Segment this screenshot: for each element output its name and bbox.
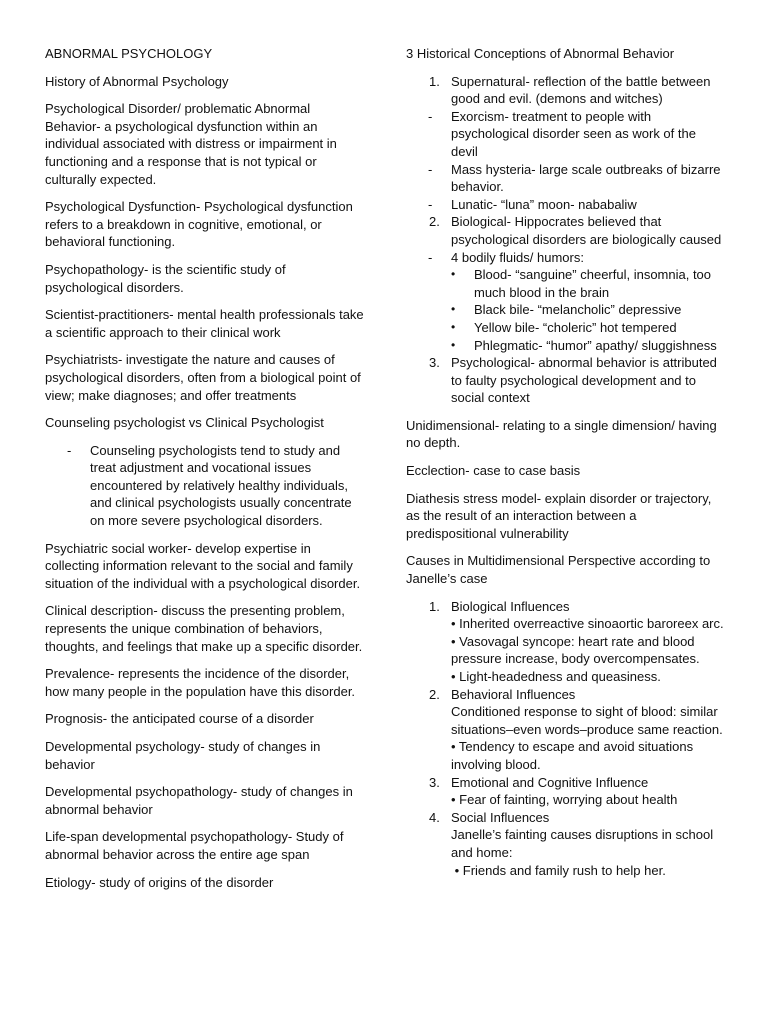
- item-lunatic: Lunatic- “luna” moon- nababaliw: [451, 196, 637, 212]
- paragraph-prognosis: Prognosis- the anticipated course of a disorder: [45, 711, 314, 727]
- emotional-influence-title: Emotional and Cognitive Influence: [451, 774, 649, 790]
- paragraph-psychopathology: Psychopathology- is the scientific study of psychological disorders.: [45, 261, 286, 295]
- behavioral-influences-title: Behavioral Influences: [451, 686, 576, 702]
- paragraph-causes-heading: Causes in Multidimensional Perspective according to Janelle’s case: [406, 553, 711, 587]
- paragraph-etiology: Etiology- study of origins of the disorder: [45, 874, 274, 890]
- paragraph-prevalence: Prevalence- represents the incidence of the disorder, how many people in the population have this disorder.: [45, 666, 356, 699]
- item-yellow-bile: Yellow bile- “choleric” hot tempered: [474, 319, 677, 335]
- behavioral-influence-1: Conditioned response to sight of blood: similar situations–even words–produce same reaction.: [451, 704, 723, 737]
- social-influence-1: Janelle’s fainting causes disruptions in school and home:: [451, 827, 714, 860]
- item-biological: Biological- Hippocrates believed that psychological disorders are biologically caused: [451, 214, 722, 247]
- list-item: [406, 213, 724, 248]
- biological-influence-2: • Vasovagal syncope: heart rate and blood pressure increase, body overcompensates.: [451, 633, 700, 667]
- number-marker: 1.: [429, 73, 440, 89]
- dash-marker: -: [428, 161, 433, 177]
- list-item: [406, 598, 724, 686]
- biological-influence-1: • Inherited overreactive sinoaortic baroreex arc.: [451, 616, 724, 632]
- list-item: [406, 774, 724, 809]
- bullet-marker: •: [451, 337, 456, 352]
- dash-marker: -: [428, 249, 433, 265]
- list-item: [406, 108, 724, 161]
- social-influences-title: Social Influences: [451, 809, 550, 825]
- counseling-bullet-list: [45, 442, 365, 530]
- list-item: [406, 301, 724, 319]
- list-item: [406, 161, 724, 196]
- paragraph-diathesis-stress: Diathesis stress model- explain disorder or trajectory, as the result of an interaction between a predispositional vulnerability: [406, 490, 712, 541]
- bullet-marker: •: [451, 302, 456, 317]
- list-item: [406, 686, 724, 774]
- behavioral-influence-2: • Tendency to escape and avoid situations involving blood.: [451, 739, 694, 772]
- paragraph-clinical-description: Clinical description- discuss the presenting problem, represents the unique combination of behaviors, thoughts, and feelings that make up a specific disorder.: [45, 603, 363, 654]
- paragraph-counseling-vs-clinical: Counseling psychologist vs Clinical Psychologist: [45, 415, 324, 431]
- counseling-bullet-text: Counseling psychologists tend to study and treat adjustment and vocational issues encountered by relatively healthy individuals, and clinical psychologists usually concentrate on more severe psychological disorders.: [90, 442, 352, 529]
- list-item: [406, 266, 724, 301]
- biological-influence-3: • Light-headedness and queasiness.: [451, 669, 661, 684]
- item-mass-hysteria: Mass hysteria- large scale outbreaks of bizarre behavior.: [451, 161, 721, 195]
- paragraph-ecclection: Ecclection- case to case basis: [406, 463, 581, 479]
- section-heading-history: History of Abnormal Psychology: [45, 73, 229, 89]
- emotional-influence-1: • Fear of fainting, worrying about health: [451, 792, 678, 808]
- item-supernatural: Supernatural- reflection of the battle between good and evil. (demons and witches): [451, 73, 711, 107]
- paragraph-scientist-practitioners: Scientist-practitioners- mental health professionals take a scientific approach to their clinical work: [45, 307, 364, 340]
- list-item: [406, 809, 724, 879]
- number-marker: 3.: [429, 355, 440, 371]
- number-marker: 1.: [429, 598, 440, 614]
- item-blood: Blood- “sanguine” cheerful, insomnia, too much blood in the brain: [474, 267, 712, 300]
- paragraph-psychological-disorder: Psychological Disorder/ problematic Abnormal Behavior- a psychological dysfunction within an individual associated with distress or impairment in functioning and a response that is not typical or culturally expected.: [45, 101, 337, 187]
- dash-marker: -: [428, 196, 433, 212]
- left-column: [45, 45, 365, 901]
- number-marker: 2.: [429, 214, 440, 230]
- list-item: [406, 73, 724, 108]
- number-marker: 3.: [429, 774, 440, 790]
- paragraph-psychological-dysfunction: Psychological Dysfunction- Psychological dysfunction refers to a breakdown in cognitive, emotional, or behavioral functioning.: [45, 199, 353, 250]
- biological-influences-title: Biological Influences: [451, 598, 570, 614]
- item-phlegmatic: Phlegmatic- “humor” apathy/ sluggishness: [474, 337, 717, 353]
- right-column: [406, 45, 724, 879]
- causes-list: [406, 598, 724, 880]
- paragraph-unidimensional: Unidimensional- relating to a single dimension/ having no depth.: [406, 417, 717, 451]
- social-influence-2: • Friends and family rush to help her.: [451, 862, 666, 878]
- list-item: [406, 196, 724, 214]
- number-marker: 2.: [429, 686, 440, 702]
- list-item: [406, 319, 724, 337]
- list-item: [406, 337, 724, 355]
- item-humors: 4 bodily fluids/ humors:: [451, 249, 584, 265]
- item-black-bile: Black bile- “melancholic” depressive: [474, 302, 682, 318]
- item-exorcism: Exorcism- treatment to people with psychological disorder seen as work of the devil: [451, 108, 696, 159]
- list-item: [45, 442, 365, 530]
- paragraph-developmental-psychology: Developmental psychology- study of changes in behavior: [45, 739, 321, 772]
- document-title: ABNORMAL PSYCHOLOGY: [45, 46, 213, 61]
- bullet-marker: •: [451, 267, 456, 282]
- list-item: [406, 249, 724, 267]
- paragraph-life-span: Life-span developmental psychopathology- Study of abnormal behavior across the entire age span: [45, 829, 344, 862]
- section-heading-historical-conceptions: 3 Historical Conceptions of Abnormal Behavior: [406, 46, 675, 61]
- paragraph-psychiatric-social-worker: Psychiatric social worker- develop expertise in collecting information relevant to the social and family situation of the individual with a psychological disorder.: [45, 540, 361, 591]
- paragraph-psychiatrists: Psychiatrists- investigate the nature and causes of psychological disorders, often from a biological point of view; make diagnoses; and offer treatments: [45, 352, 361, 403]
- dash-marker: -: [428, 108, 433, 124]
- dash-marker: -: [67, 442, 72, 458]
- number-marker: 4.: [429, 809, 440, 825]
- historical-conceptions-list: [406, 73, 724, 407]
- list-item: [406, 354, 724, 407]
- paragraph-developmental-psychopathology: Developmental psychopathology- study of changes in abnormal behavior: [45, 784, 353, 817]
- bullet-marker: •: [451, 319, 456, 334]
- item-psychological: Psychological- abnormal behavior is attributed to faulty psychological development and to social context: [451, 355, 717, 406]
